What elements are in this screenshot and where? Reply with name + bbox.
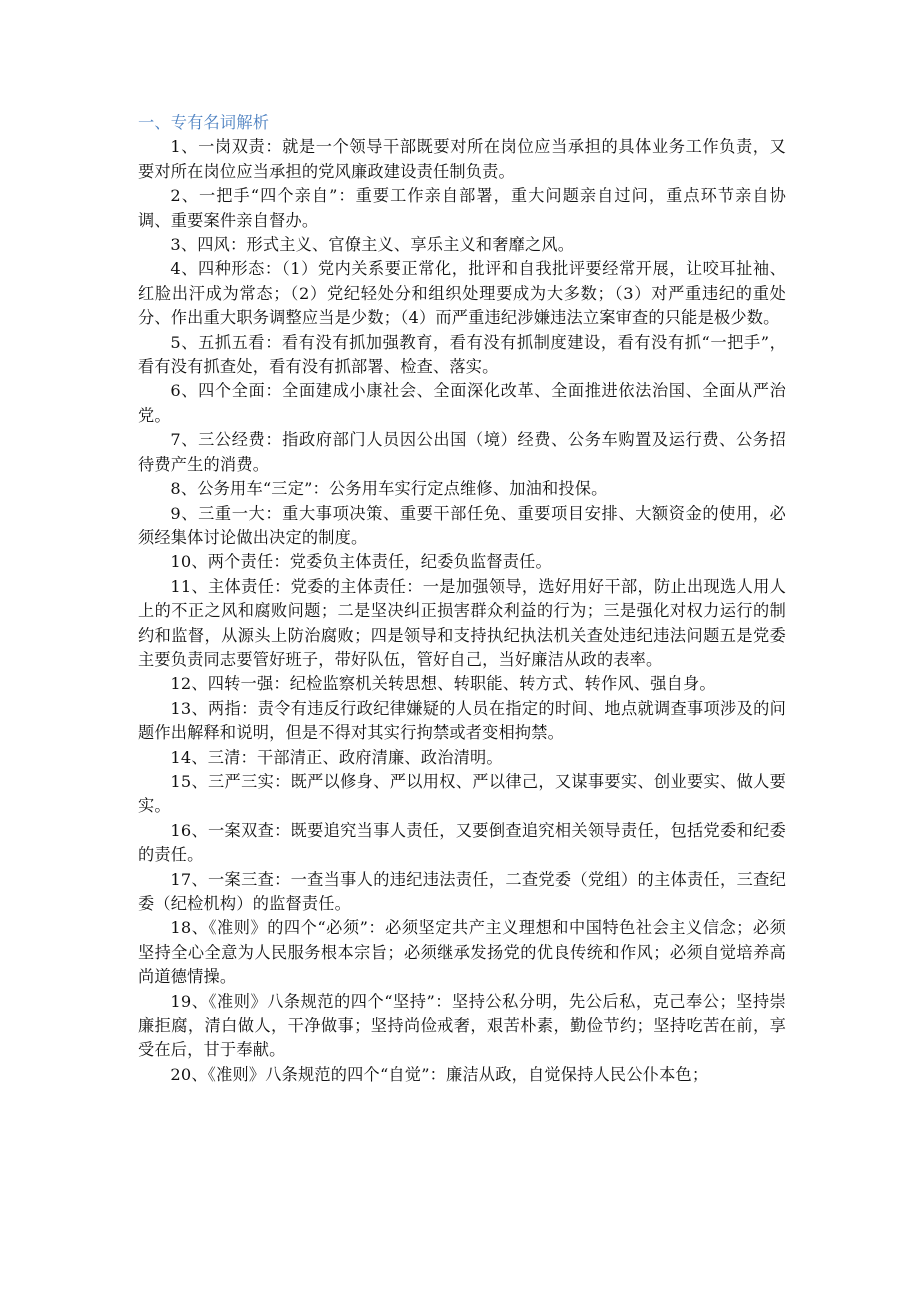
term-20: 20、《准则》八条规范的四个“自觉”：廉洁从政，自觉保持人民公仆本色； (170, 1064, 709, 1084)
term-19: 19、《准则》八条规范的四个“坚持”：坚持公私分明，先公后私，克己奉公；坚持崇廉拒腐，清白做人，干净做事；坚持尚俭戒奢，艰苦朴素，勤俭节约；坚持吃苦在前，享受在后，甘于奉献。 (138, 991, 786, 1060)
term-6: 6、四个全面：全面建成小康社会、全面深化改革、全面推进依法治国、全面从严治党。 (138, 381, 786, 425)
term-1: 1、一岗双责：就是一个领导干部既要对所在岗位应当承担的具体业务工作负责，又要对所在岗位应当承担的党风廉政建设责任制负责。 (138, 137, 786, 181)
term-3: 3、四风：形式主义、官僚主义、享乐主义和奢靡之风。 (170, 235, 575, 255)
term-11: 11、主体责任：党委的主体责任：一是加强领导，选好用好干部，防止出现选人用人上的不正之风和腐败问题；二是坚决纠正损害群众利益的行为；三是强化对权力运行的制约和监督，从源头上防治腐败；四是领导和支持执纪执法机关查处违纪违法问题五是党委主要负责同志要管好班子，带好队伍，管好自己，当好廉洁从政的表率。 (138, 576, 786, 669)
term-8: 8、公务用车“三定”：公务用车实行定点维修、加油和投保。 (170, 479, 608, 499)
section-heading: 一、专有名词解析 (138, 113, 270, 132)
term-18: 18、《准则》的四个“必须”：必须坚定共产主义理想和中国特色社会主义信念；必须坚持全心全意为人民服务根本宗旨；必须继承发扬党的优良传统和作风；必须自觉培养高尚道德情操。 (138, 918, 786, 987)
term-12: 12、四转一强：纪检监察机关转思想、转职能、转方式、转作风、强自身。 (170, 674, 716, 694)
term-7: 7、三公经费：指政府部门人员因公出国（境）经费、公务车购置及运行费、公务招待费产生的消费。 (138, 430, 786, 474)
term-2: 2、一把手“四个亲自”：重要工作亲自部署，重大问题亲自过问，重点环节亲自协调、重要案件亲自督办。 (138, 186, 786, 230)
term-17: 17、一案三查：一查当事人的违纪违法责任，二查党委（党组）的主体责任，三查纪委（纪检机构）的监督责任。 (138, 869, 786, 913)
term-4: 4、四种形态：（1）党内关系要正常化，批评和自我批评要经常开展，让咬耳扯袖、红脸出汗成为常态；（2）党纪轻处分和组织处理要成为大多数；（3）对严重违纪的重处分、作出重大职务调整应当是少数；（4）而严重违纪涉嫌违法立案审查的只能是极少数。 (138, 259, 786, 328)
term-9: 9、三重一大：重大事项决策、重要干部任免、重要项目安排、大额资金的使用，必须经集体讨论做出决定的制度。 (138, 503, 786, 547)
term-13: 13、两指：责令有违反行政纪律嫌疑的人员在指定的时间、地点就调查事项涉及的问题作出解释和说明，但是不得对其实行拘禁或者变相拘禁。 (138, 698, 786, 743)
term-14: 14、三清：干部清正、政府清廉、政治清明。 (170, 747, 503, 767)
term-15: 15、三严三实：既严以修身、严以用权、严以律己，又谋事要实、创业要实、做人要实。 (138, 771, 786, 816)
term-10: 10、两个责任：党委负主体责任，纪委负监督责任。 (170, 552, 552, 572)
term-5: 5、五抓五看：看有没有抓加强教育，看有没有抓制度建设，看有没有抓“一把手”，看有没有抓查处，看有没有抓部署、检查、落实。 (138, 332, 786, 377)
term-16: 16、一案双查：既要追究当事人责任，又要倒查追究相关领导责任，包括党委和纪委的责任。 (138, 820, 786, 865)
document-page (138, 111, 786, 1087)
